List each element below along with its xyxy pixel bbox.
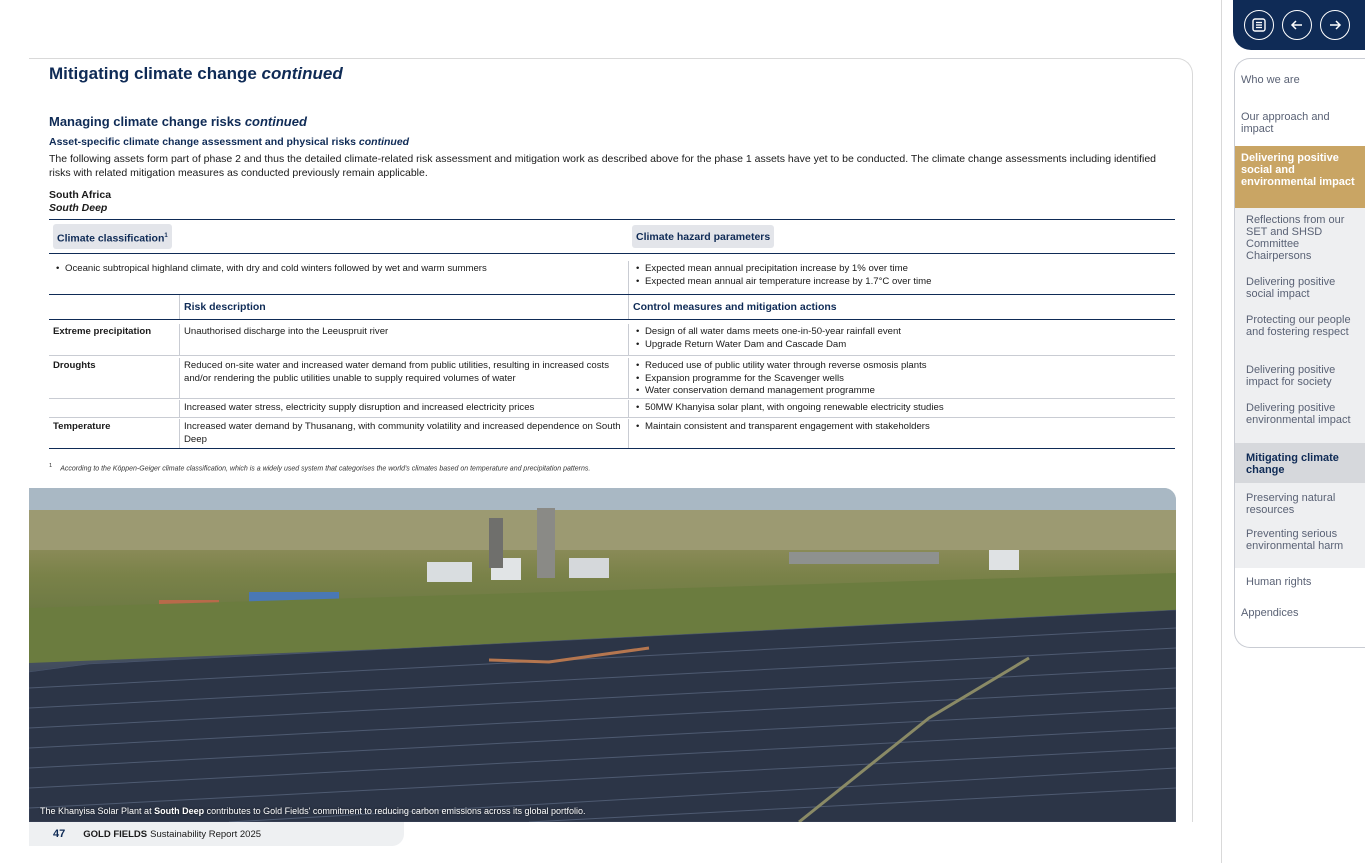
caption-text-end: contributes to Gold Fields' commitment to reducing carbon emissions across its global portfolio. — [206, 806, 586, 816]
next-page-button[interactable] — [1320, 10, 1350, 40]
table-row — [49, 399, 1175, 418]
nav-sub-reflections[interactable]: Reflections from our SET and SHSD Committee Chairpersons — [1246, 214, 1345, 262]
nav-sub-natural-resources[interactable]: Preserving natural resources — [1246, 492, 1336, 516]
nav-our-approach[interactable]: Our approach and impact — [1241, 111, 1330, 135]
contents-icon — [1251, 17, 1267, 33]
climate-hazard-pill: Climate hazard parameters — [632, 225, 774, 248]
risk-cell: Reduced on-site water and increased water demand from public utilities, resulting in increased costs and/or rendering the public utilities unable to supply required volumes of water — [179, 358, 628, 398]
climate-row — [49, 254, 1175, 295]
subsection-title-text: Asset-specific climate change assessment and physical risks — [49, 136, 356, 148]
hazard-header-cell — [49, 305, 179, 309]
page-title-suffix: continued — [261, 64, 343, 83]
controls-cell — [628, 400, 1175, 417]
sidebar-divider — [1221, 0, 1222, 863]
table-row — [49, 320, 1175, 356]
footer-brand: GOLD FIELDS — [83, 828, 148, 840]
nav-delivering-positive-impact[interactable]: Delivering positive social and environmental impact — [1235, 146, 1365, 208]
page-title-text: Mitigating climate change — [49, 64, 257, 83]
controls-cell — [628, 419, 1175, 448]
climate-classification-header — [49, 222, 628, 252]
page-title — [49, 62, 1175, 86]
footnote — [49, 463, 590, 472]
nav-sub-social-impact[interactable]: Delivering positive social impact — [1246, 276, 1336, 300]
climate-hazard-cell — [628, 261, 1175, 294]
climate-classification-pill — [53, 224, 172, 250]
hazard-cell — [49, 400, 179, 417]
footnote-ref: 1 — [164, 232, 168, 239]
nav-who-we-are[interactable]: Who we are — [1241, 74, 1300, 86]
region-label: South Africa — [49, 189, 112, 201]
list-item: • Expected mean annual air temperature increase by 1.7°C over time — [633, 276, 1171, 289]
subsection-title-suffix: continued — [358, 136, 410, 148]
intro-paragraph: The following assets form part of phase 2 and thus the detailed climate-related risk assessment and mitigation work as described above for the phase 1 assets have yet to be conducted. The climate change assessments including identified risks with related mitigation measures as conducted previously remain applicable. — [49, 153, 1157, 179]
risk-cell: Unauthorised discharge into the Leeuspruit river — [179, 324, 628, 355]
caption-bold: South Deep — [154, 806, 205, 816]
controls-cell — [628, 358, 1175, 398]
risk-header-row — [49, 295, 1175, 320]
nav-sub-protecting-people[interactable]: Protecting our people and fostering respect — [1246, 314, 1351, 338]
list-item: • 50MW Khanyisa solar plant, with ongoing renewable electricity studies — [633, 402, 1171, 415]
previous-page-button[interactable] — [1282, 10, 1312, 40]
footnote-marker: 1 — [49, 463, 53, 469]
climate-classification-label: Climate classification — [57, 232, 165, 245]
risk-cell: Increased water stress, electricity supply disruption and increased electricity prices — [179, 400, 628, 417]
list-item: • Design of all water dams meets one-in-50-year rainfall event — [633, 326, 1171, 339]
hazard-cell: Extreme precipitation — [53, 326, 152, 337]
list-item: • Expected mean annual precipitation increase by 1% over time — [633, 263, 1171, 276]
page-number: 47 — [53, 828, 66, 840]
list-item: • Maintain consistent and transparent engagement with stakeholders — [633, 421, 1171, 434]
nav-appendices[interactable]: Appendices — [1241, 607, 1299, 619]
contents-button[interactable] — [1244, 10, 1274, 40]
nav-sub-impact-society[interactable]: Delivering positive impact for society — [1246, 364, 1336, 388]
footer-report-title: Sustainability Report 2025 — [150, 828, 262, 840]
page-footer — [29, 822, 404, 846]
section-title-suffix: continued — [244, 114, 307, 129]
content-area — [49, 62, 1175, 215]
photo-caption — [40, 806, 586, 816]
caption-text: The Khanyisa Solar Plant at — [40, 806, 152, 816]
nav-sub-environmental-harm[interactable]: Preventing serious environmental harm — [1246, 528, 1344, 552]
climate-classification-cell — [49, 261, 628, 294]
nav-toolbar — [1233, 0, 1365, 50]
table-row — [49, 356, 1175, 399]
arrow-right-icon — [1327, 17, 1343, 33]
list-item: • Oceanic subtropical highland climate, with dry and cold winters followed by wet and warm summers — [53, 263, 624, 276]
solar-plant-photo — [29, 488, 1176, 822]
table-header-row — [49, 220, 1175, 254]
table-row — [49, 418, 1175, 449]
section-nav — [1234, 58, 1365, 648]
section-title-text: Managing climate change risks — [49, 114, 242, 129]
risk-table — [49, 219, 1175, 449]
hazard-cell: Droughts — [53, 360, 96, 371]
list-item: • Reduced use of public utility water through reverse osmosis plants — [633, 360, 1171, 373]
risk-description-header: Risk description — [179, 295, 628, 319]
list-item: • Water conservation demand management programme — [633, 385, 1171, 398]
arrow-left-icon — [1289, 17, 1305, 33]
risk-cell: Increased water demand by Thusanang, with community volatility and increased dependence on South Deep — [179, 419, 628, 448]
site-label: South Deep — [49, 202, 108, 214]
nav-sub-environmental-impact[interactable]: Delivering positive environmental impact — [1246, 402, 1351, 426]
list-item: • Upgrade Return Water Dam and Cascade Dam — [633, 339, 1171, 352]
list-item: • Expansion programme for the Scavenger wells — [633, 373, 1171, 386]
nav-sub-human-rights[interactable]: Human rights — [1246, 576, 1312, 588]
nav-sub-mitigating-climate[interactable]: Mitigating climate change — [1246, 452, 1339, 476]
controls-cell — [628, 324, 1175, 355]
hazard-cell: Temperature — [53, 421, 111, 432]
subsection-title — [49, 135, 1175, 149]
footnote-text: According to the Köppen-Geiger climate classification, which is a widely used system that categorises the world's climates based on temperature and precipitation patterns. — [60, 465, 591, 473]
control-measures-header: Control measures and mitigation actions — [628, 295, 1175, 319]
section-title — [49, 114, 1175, 130]
solar-plant-illustration — [29, 488, 1176, 822]
climate-hazard-header — [628, 223, 1175, 250]
